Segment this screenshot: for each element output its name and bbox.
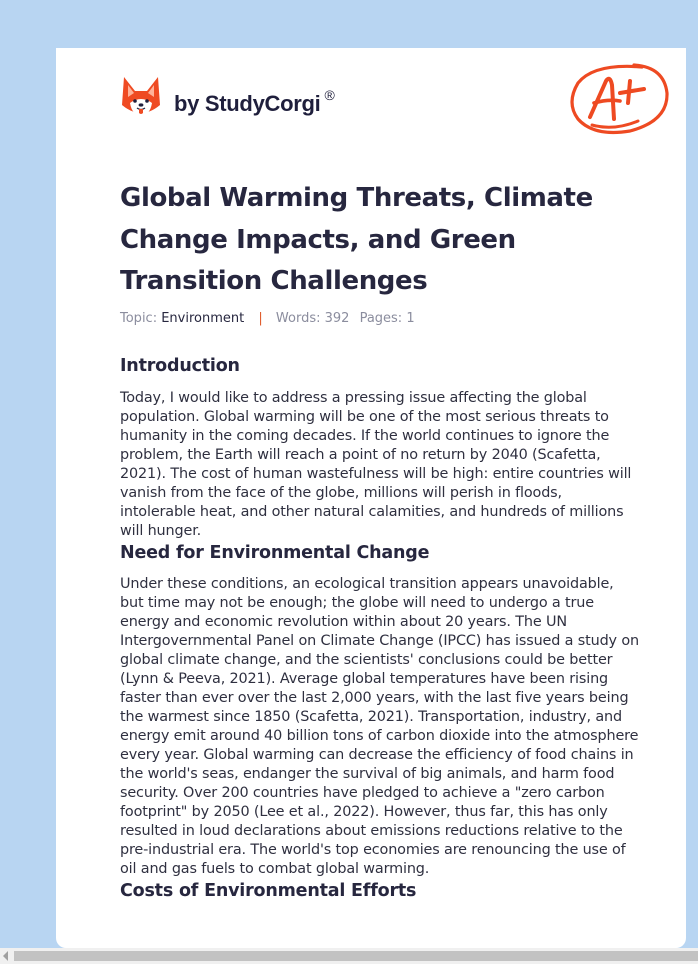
topic-label: Topic: (120, 311, 158, 326)
page-header (120, 75, 650, 155)
studycorgi-logo[interactable] (120, 75, 334, 121)
scrollbar-thumb[interactable] (14, 951, 698, 961)
document-body (120, 353, 640, 903)
section-body-introduction: Today, I would like to address a pressing issue affecting the global population. Global warming will be one of the most serious threats to humanity in the coming decades. If the world continues to ignore the problem, the Earth will reach a point of no return by 2040 (Scafetta, 2021). The cost of human wastefulness will be high: entire countries will vanish from the face of the globe, millions will perish in floods, intolerable heat, and other natural calamities, and hundreds of millions will hunger. (120, 390, 632, 539)
document-title: Global Warming Threats, Climate Change Impacts, and Green Transition Challenges (120, 183, 593, 296)
document-meta (120, 311, 415, 326)
corgi-logo-icon (120, 75, 162, 121)
topic-link[interactable]: Environment (161, 311, 245, 326)
section-body-need-for-change: Under these conditions, an ecological transition appears unavoidable, but time may not be enough; the globe will need to undergo a true energy and economic revolution within about 20 years. The UN Intergovernmental Panel on Climate Change (IPCC) has issued a study on global climate change, and the scientists' conclusions could be better (Lynn & Peeva, 2021). Average global temperatures have been rising faster than ever over the last 2,000 years, with the last five years being the warmest since 1850 (Scafetta, 2021). Transportation, industry, and energy emit around 40 billion tons of carbon dioxide into the atmosphere every year. Global warming can decrease the efficiency of food chains in the world's seas, endanger the survival of big animals, and harm food security. Over 200 countries have pledged to achieve a "zero carbon footprint" by 2050 (Lee et al., 2022). However, thus far, this has only resulted in loud declarations about emissions reductions relative to the pre-industrial era. The world's top economies are renouncing the use of oil and gas fuels to combat global warming. (120, 576, 639, 877)
a-plus-grade-icon (564, 59, 674, 139)
word-count: Words: 392 (275, 311, 350, 326)
registered-mark: ® (324, 87, 335, 103)
section-heading-costs: Costs of Environmental Efforts (120, 881, 417, 901)
meta-separator: | (258, 311, 263, 326)
section-heading-introduction: Introduction (120, 356, 240, 376)
brand-name: by StudyCorgi ® (174, 87, 335, 116)
page-count: Pages: 1 (359, 311, 415, 326)
section-heading-need-for-change: Need for Environmental Change (120, 543, 430, 563)
horizontal-scrollbar[interactable] (0, 948, 698, 964)
scroll-left-arrow-icon[interactable] (3, 951, 8, 961)
document-page (56, 48, 686, 948)
